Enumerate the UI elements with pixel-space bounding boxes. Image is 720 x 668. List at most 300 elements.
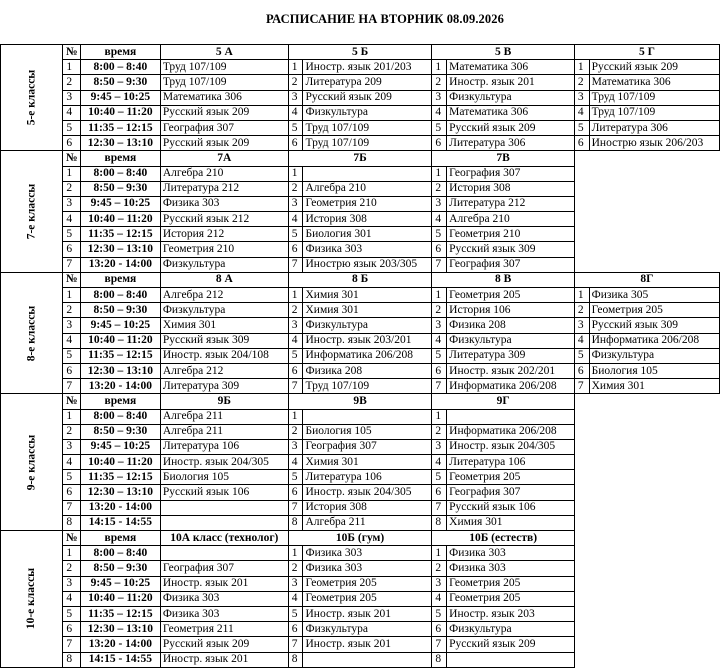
empty-cell [574, 196, 719, 211]
lesson-index: 5 [432, 606, 447, 621]
empty-cell [574, 515, 719, 530]
lesson-subject: Геометрия 205 [589, 303, 719, 318]
class-header: 8 Б [288, 272, 432, 287]
lesson-number: 4 [63, 105, 81, 120]
lesson-time: 10:40 – 11:20 [80, 591, 160, 606]
lesson-subject [303, 652, 432, 667]
lesson-index: 7 [574, 379, 589, 394]
lesson-subject: Русский язык 209 [447, 637, 575, 652]
lesson-subject: Алгебра 210 [447, 212, 575, 227]
lesson-subject [160, 500, 288, 515]
lesson-subject: Русский язык 209 [447, 120, 575, 135]
lesson-subject: История 308 [303, 212, 432, 227]
empty-cell [574, 485, 719, 500]
lesson-index: 3 [288, 576, 303, 591]
empty-cell [574, 424, 719, 439]
lesson-subject: Информатика 206/208 [447, 379, 575, 394]
lesson-subject: Труд 107/109 [303, 379, 432, 394]
lesson-subject: Иностр. язык 204/305 [447, 439, 575, 454]
lesson-index: 6 [574, 136, 589, 151]
empty-cell [574, 151, 719, 166]
lesson-subject: Литература 106 [160, 439, 288, 454]
lesson-subject: Информатика 206/208 [447, 424, 575, 439]
lesson-subject: Геометрия 205 [447, 470, 575, 485]
lesson-time: 8:00 – 8:40 [80, 546, 160, 561]
lesson-number: 2 [63, 303, 81, 318]
lesson-row [1, 318, 720, 333]
lesson-row [1, 136, 720, 151]
lesson-subject: Русский язык 309 [589, 318, 719, 333]
empty-cell [574, 546, 719, 561]
lesson-subject: Литература 209 [303, 75, 432, 90]
lesson-subject: Информатика 206/208 [303, 348, 432, 363]
lesson-time: 8:50 – 9:30 [80, 424, 160, 439]
lesson-subject: Русский язык 209 [160, 136, 288, 151]
lesson-number: 3 [63, 318, 81, 333]
section-header-row [1, 531, 720, 546]
lesson-subject: Физика 303 [160, 196, 288, 211]
lesson-index: 8 [432, 515, 447, 530]
lesson-row [1, 181, 720, 196]
lesson-subject: История 308 [303, 500, 432, 515]
lesson-time: 10:40 – 11:20 [80, 105, 160, 120]
lesson-subject: Русский язык 209 [160, 105, 288, 120]
lesson-subject: История 106 [447, 303, 575, 318]
lesson-subject: Русский язык 309 [160, 333, 288, 348]
lesson-index: 6 [288, 136, 303, 151]
header-num: № [63, 272, 81, 287]
lesson-subject: Алгебра 210 [303, 181, 432, 196]
lesson-number: 4 [63, 455, 81, 470]
lesson-time: 8:00 – 8:40 [80, 288, 160, 303]
lesson-row [1, 90, 720, 105]
lesson-subject: Русский язык 309 [447, 242, 575, 257]
lesson-subject: Физкультура [589, 348, 719, 363]
lesson-subject: Физкультура [160, 257, 288, 272]
lesson-number: 7 [63, 379, 81, 394]
lesson-subject: Геометрия 205 [447, 288, 575, 303]
lesson-index: 2 [574, 75, 589, 90]
lesson-subject: Русский язык 106 [447, 500, 575, 515]
lesson-number: 2 [63, 424, 81, 439]
section-header-row [1, 151, 720, 166]
class-header: 7В [432, 151, 574, 166]
lesson-number: 8 [63, 652, 81, 667]
lesson-subject: Труд 107/109 [589, 105, 719, 120]
empty-cell [574, 561, 719, 576]
lesson-subject: Инострю язык 203/305 [303, 257, 432, 272]
empty-cell [574, 576, 719, 591]
lesson-index: 4 [432, 105, 447, 120]
lesson-time: 10:40 – 11:20 [80, 333, 160, 348]
lesson-index: 5 [288, 227, 303, 242]
lesson-time: 13:20 - 14:00 [80, 500, 160, 515]
section-label-cell [1, 45, 63, 151]
lesson-subject: Геометрия 211 [160, 622, 288, 637]
lesson-subject: Физкультура [447, 622, 575, 637]
lesson-row [1, 227, 720, 242]
lesson-row [1, 576, 720, 591]
section-label: 7-е классы [25, 183, 38, 240]
lesson-row [1, 242, 720, 257]
lesson-time: 12:30 – 13:10 [80, 242, 160, 257]
page-title: РАСПИСАНИЕ НА ВТОРНИК 08.09.2026 [266, 12, 504, 26]
lesson-index: 2 [288, 181, 303, 196]
header-num: № [63, 45, 81, 60]
lesson-index: 5 [432, 470, 447, 485]
lesson-subject: Иностр. язык 204/305 [160, 455, 288, 470]
lesson-time: 13:20 - 14:00 [80, 257, 160, 272]
lesson-number: 4 [63, 212, 81, 227]
lesson-subject: География 307 [447, 485, 575, 500]
lesson-subject: Литература 106 [303, 470, 432, 485]
lesson-index: 5 [432, 348, 447, 363]
lesson-index: 7 [288, 257, 303, 272]
lesson-index: 4 [288, 105, 303, 120]
lesson-time: 11:35 – 12:15 [80, 227, 160, 242]
lesson-time: 12:30 – 13:10 [80, 363, 160, 378]
lesson-index: 6 [288, 242, 303, 257]
lesson-index: 4 [432, 591, 447, 606]
lesson-row [1, 379, 720, 394]
lesson-time: 11:35 – 12:15 [80, 120, 160, 135]
header-time: время [80, 151, 160, 166]
lesson-subject: Алгебра 212 [160, 363, 288, 378]
lesson-subject: Иностр. язык 203/201 [303, 333, 432, 348]
lesson-index: 2 [288, 303, 303, 318]
lesson-index: 4 [288, 212, 303, 227]
lesson-subject: Иностр. язык 201 [160, 576, 288, 591]
lesson-subject: Физкультура [303, 622, 432, 637]
lesson-row [1, 455, 720, 470]
lesson-number: 6 [63, 622, 81, 637]
lesson-row [1, 652, 720, 667]
empty-cell [574, 622, 719, 637]
lesson-subject [160, 546, 288, 561]
lesson-subject: Иностр. язык 202/201 [447, 363, 575, 378]
lesson-subject: Русский язык 209 [589, 60, 719, 75]
class-header: 9В [288, 394, 432, 409]
lesson-subject: Геометрия 210 [303, 196, 432, 211]
lesson-subject: География 307 [160, 561, 288, 576]
lesson-row [1, 424, 720, 439]
section-label: 10-е классы [25, 568, 38, 630]
lesson-index: 3 [432, 576, 447, 591]
lesson-time: 8:00 – 8:40 [80, 60, 160, 75]
lesson-number: 3 [63, 576, 81, 591]
class-header: 5 А [160, 45, 288, 60]
lesson-subject: Алгебра 212 [160, 288, 288, 303]
lesson-index: 4 [432, 455, 447, 470]
lesson-number: 2 [63, 181, 81, 196]
empty-cell [574, 455, 719, 470]
lesson-subject: Алгебра 211 [160, 409, 288, 424]
lesson-row [1, 637, 720, 652]
lesson-subject: История 212 [160, 227, 288, 242]
lesson-row [1, 105, 720, 120]
lesson-index: 1 [288, 409, 303, 424]
class-header: 5 Б [288, 45, 432, 60]
lesson-row [1, 622, 720, 637]
lesson-subject: Литература 212 [160, 181, 288, 196]
lesson-number: 3 [63, 439, 81, 454]
lesson-subject: Химия 301 [160, 318, 288, 333]
lesson-index: 2 [288, 424, 303, 439]
lesson-subject: Химия 301 [303, 455, 432, 470]
section-label-cell [1, 531, 63, 668]
header-num: № [63, 151, 81, 166]
empty-cell [574, 227, 719, 242]
lesson-number: 6 [63, 242, 81, 257]
lesson-subject: Физика 303 [447, 561, 575, 576]
lesson-subject: Физика 305 [589, 288, 719, 303]
header-num: № [63, 531, 81, 546]
lesson-subject: Литература 212 [447, 196, 575, 211]
lesson-index: 4 [574, 333, 589, 348]
lesson-time: 8:50 – 9:30 [80, 561, 160, 576]
lesson-number: 2 [63, 75, 81, 90]
lesson-index: 7 [432, 637, 447, 652]
lesson-index: 7 [288, 379, 303, 394]
lesson-subject: Физкультура [303, 105, 432, 120]
lesson-subject: Геометрия 210 [160, 242, 288, 257]
empty-cell [574, 531, 719, 546]
lesson-time: 8:50 – 9:30 [80, 181, 160, 196]
lesson-subject: Литература 306 [589, 120, 719, 135]
lesson-index: 5 [574, 348, 589, 363]
lesson-index: 3 [432, 318, 447, 333]
lesson-subject: Биология 105 [303, 424, 432, 439]
lesson-time: 10:40 – 11:20 [80, 212, 160, 227]
lesson-subject: Русский язык 106 [160, 485, 288, 500]
lesson-row [1, 60, 720, 75]
lesson-time: 8:00 – 8:40 [80, 409, 160, 424]
empty-cell [574, 652, 719, 667]
lesson-row [1, 439, 720, 454]
lesson-row [1, 500, 720, 515]
lesson-time: 11:35 – 12:15 [80, 348, 160, 363]
lesson-number: 4 [63, 333, 81, 348]
lesson-subject: Иностр. язык 204/108 [160, 348, 288, 363]
class-header: 5 В [432, 45, 574, 60]
lesson-index: 2 [432, 561, 447, 576]
empty-cell [574, 439, 719, 454]
lesson-index: 2 [432, 75, 447, 90]
lesson-index: 5 [574, 120, 589, 135]
lesson-index: 8 [288, 652, 303, 667]
lesson-row [1, 257, 720, 272]
lesson-index: 6 [288, 363, 303, 378]
lesson-subject: Физика 303 [447, 546, 575, 561]
lesson-subject: Инострю язык 206/203 [589, 136, 719, 151]
lesson-row [1, 363, 720, 378]
lesson-subject: Физика 208 [303, 363, 432, 378]
lesson-number: 1 [63, 546, 81, 561]
lesson-index: 1 [574, 288, 589, 303]
lesson-index: 8 [288, 515, 303, 530]
class-header: 8 В [432, 272, 574, 287]
empty-cell [574, 409, 719, 424]
lesson-index: 3 [288, 196, 303, 211]
lesson-subject: География 307 [447, 166, 575, 181]
lesson-index: 7 [288, 500, 303, 515]
lesson-number: 6 [63, 485, 81, 500]
lesson-subject: Иностр. язык 203 [447, 606, 575, 621]
lesson-time: 12:30 – 13:10 [80, 622, 160, 637]
empty-cell [574, 470, 719, 485]
lesson-subject: Физика 303 [303, 242, 432, 257]
lesson-index: 5 [288, 348, 303, 363]
lesson-index: 6 [432, 363, 447, 378]
lesson-number: 1 [63, 60, 81, 75]
section-label: 9-е классы [25, 434, 38, 490]
lesson-number: 4 [63, 591, 81, 606]
lesson-row [1, 348, 720, 363]
lesson-subject [447, 409, 575, 424]
lesson-row [1, 75, 720, 90]
lesson-subject: Труд 107/109 [160, 75, 288, 90]
empty-cell [574, 637, 719, 652]
lesson-index: 6 [432, 136, 447, 151]
header-time: время [80, 394, 160, 409]
lesson-subject: Геометрия 205 [447, 591, 575, 606]
lesson-time: 14:15 - 14:55 [80, 652, 160, 667]
lesson-subject: Труд 107/109 [303, 120, 432, 135]
lesson-index: 6 [288, 622, 303, 637]
lesson-subject: Русский язык 209 [160, 637, 288, 652]
schedule-table [0, 44, 720, 668]
empty-cell [574, 394, 719, 409]
lesson-index: 4 [288, 455, 303, 470]
lesson-row [1, 470, 720, 485]
lesson-row [1, 485, 720, 500]
lesson-time: 12:30 – 13:10 [80, 485, 160, 500]
lesson-time: 9:45 – 10:25 [80, 196, 160, 211]
lesson-index: 2 [288, 561, 303, 576]
lesson-time: 9:45 – 10:25 [80, 576, 160, 591]
empty-cell [574, 500, 719, 515]
lesson-index: 1 [574, 60, 589, 75]
lesson-index: 2 [432, 303, 447, 318]
lesson-time: 8:50 – 9:30 [80, 303, 160, 318]
lesson-subject: География 307 [303, 439, 432, 454]
header-time: время [80, 45, 160, 60]
lesson-subject: Алгебра 211 [303, 515, 432, 530]
lesson-subject: Русский язык 212 [160, 212, 288, 227]
lesson-index: 5 [432, 120, 447, 135]
lesson-index: 1 [432, 166, 447, 181]
lesson-row [1, 196, 720, 211]
lesson-subject: Математика 306 [160, 90, 288, 105]
header-time: время [80, 272, 160, 287]
lesson-index: 1 [432, 288, 447, 303]
section-header-row [1, 45, 720, 60]
lesson-subject: Иностр. язык 204/305 [303, 485, 432, 500]
lesson-subject: Русский язык 209 [303, 90, 432, 105]
lesson-subject [447, 652, 575, 667]
lesson-index: 1 [288, 60, 303, 75]
lesson-index: 3 [288, 439, 303, 454]
lesson-row [1, 166, 720, 181]
lesson-time: 13:20 - 14:00 [80, 637, 160, 652]
lesson-row [1, 591, 720, 606]
empty-cell [574, 166, 719, 181]
lesson-time: 11:35 – 12:15 [80, 606, 160, 621]
lesson-index: 1 [288, 166, 303, 181]
lesson-subject: Физкультура [447, 90, 575, 105]
lesson-subject: Иностр. язык 201 [303, 637, 432, 652]
lesson-index: 6 [288, 485, 303, 500]
lesson-index: 6 [432, 242, 447, 257]
empty-cell [574, 181, 719, 196]
lesson-time: 8:50 – 9:30 [80, 75, 160, 90]
lesson-index: 5 [288, 470, 303, 485]
lesson-subject: Алгебра 211 [160, 424, 288, 439]
lesson-time: 13:20 - 14:00 [80, 379, 160, 394]
lesson-subject: Химия 301 [303, 288, 432, 303]
lesson-number: 5 [63, 470, 81, 485]
lesson-subject: Физика 303 [160, 606, 288, 621]
class-header: 8Г [574, 272, 719, 287]
lesson-subject: Геометрия 205 [303, 576, 432, 591]
lesson-subject: Биология 301 [303, 227, 432, 242]
lesson-row [1, 606, 720, 621]
lesson-index: 3 [432, 196, 447, 211]
lesson-subject: Литература 306 [447, 136, 575, 151]
lesson-subject: Иностр. язык 201/203 [303, 60, 432, 75]
lesson-time: 9:45 – 10:25 [80, 90, 160, 105]
lesson-subject: История 308 [447, 181, 575, 196]
lesson-number: 5 [63, 227, 81, 242]
lesson-index: 8 [432, 652, 447, 667]
lesson-subject: Литература 106 [447, 455, 575, 470]
lesson-row [1, 409, 720, 424]
lesson-row [1, 333, 720, 348]
lesson-subject: Труд 107/109 [303, 136, 432, 151]
lesson-subject: Химия 301 [589, 379, 719, 394]
lesson-subject: География 307 [160, 120, 288, 135]
lesson-subject: Математика 306 [447, 105, 575, 120]
lesson-subject: Геометрия 210 [447, 227, 575, 242]
lesson-index: 6 [432, 622, 447, 637]
lesson-subject: Физика 303 [303, 546, 432, 561]
lesson-time: 12:30 – 13:10 [80, 136, 160, 151]
lesson-number: 5 [63, 348, 81, 363]
lesson-row [1, 212, 720, 227]
lesson-subject: Геометрия 205 [303, 591, 432, 606]
empty-cell [574, 606, 719, 621]
lesson-time: 14:15 - 14:55 [80, 515, 160, 530]
lesson-index: 4 [574, 105, 589, 120]
empty-cell [574, 591, 719, 606]
lesson-index: 7 [432, 379, 447, 394]
lesson-index: 3 [288, 90, 303, 105]
lesson-index: 7 [288, 637, 303, 652]
lesson-number: 3 [63, 90, 81, 105]
lesson-index: 1 [432, 60, 447, 75]
empty-cell [574, 257, 719, 272]
header-time: время [80, 531, 160, 546]
lesson-index: 3 [574, 90, 589, 105]
lesson-time: 8:00 – 8:40 [80, 166, 160, 181]
class-header: 9Г [432, 394, 574, 409]
lesson-subject: Иностр. язык 201 [160, 652, 288, 667]
class-header: 9Б [160, 394, 288, 409]
lesson-index: 6 [574, 363, 589, 378]
lesson-index: 5 [288, 606, 303, 621]
class-header: 7А [160, 151, 288, 166]
lesson-subject: Иностр. язык 201 [447, 75, 575, 90]
